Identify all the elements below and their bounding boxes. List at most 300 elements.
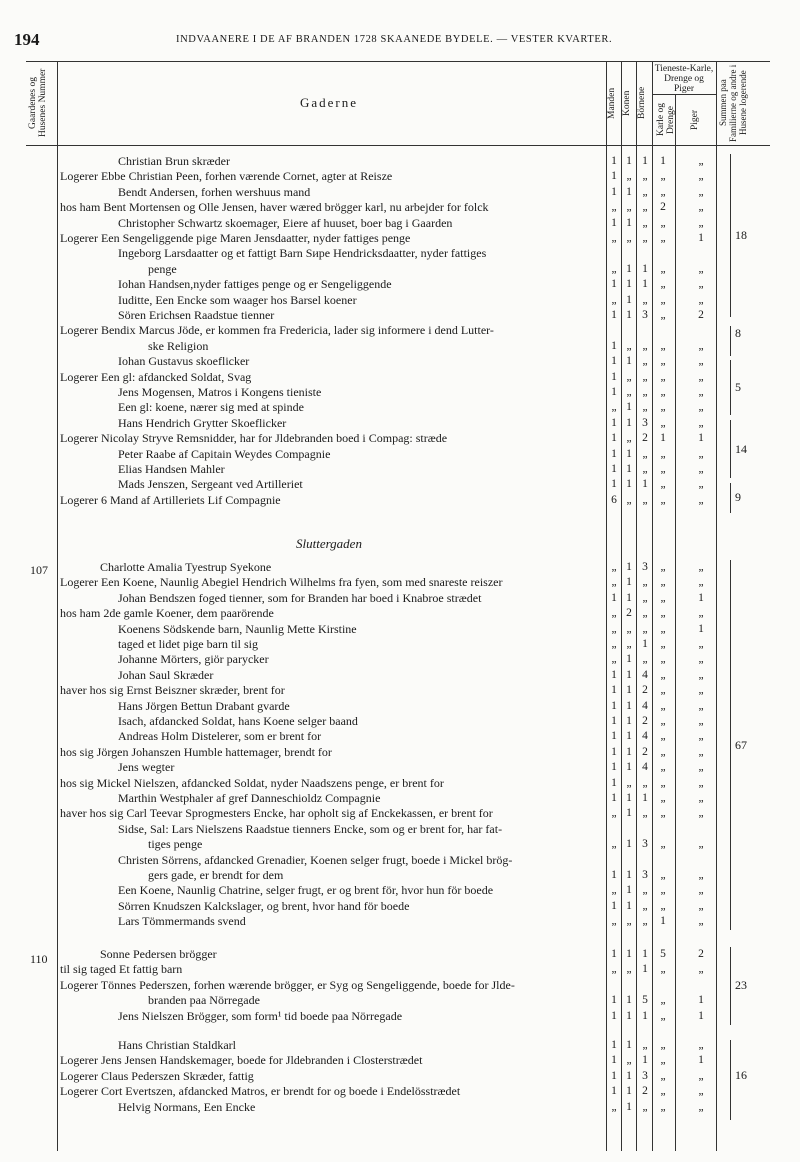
entry-row: [60, 246, 606, 261]
entry-row: [60, 962, 606, 977]
family-brace: [722, 420, 731, 478]
count-cell-m: 1: [611, 1039, 617, 1051]
count-cell-p: 2: [698, 948, 704, 960]
count-cell-b: „: [642, 776, 648, 789]
count-cell-k: 1: [626, 761, 632, 774]
family-brace: [722, 154, 731, 317]
entry-row: [60, 462, 606, 477]
entry-row: [60, 993, 606, 1008]
count-cell-p: „: [698, 561, 704, 573]
entry-text: Logerer Een Sengeliggende pige Maren Jensdaatter, nyder fattiges penge: [60, 231, 411, 245]
entry-row: [60, 947, 606, 962]
entry-text: Hans Christian Staldkarl: [118, 1038, 236, 1052]
entry-text: Sörren Knudszen Kalckslager, og brent, hvor hand för boede: [118, 898, 410, 913]
count-cell-b: „: [642, 591, 648, 604]
count-cell-m: „: [611, 653, 617, 666]
entry-row: [60, 200, 606, 215]
count-cell-b: „: [642, 201, 648, 214]
entry-text: Andreas Holm Distelerer, som er brent for: [118, 729, 322, 744]
count-cell-k: 1: [626, 216, 632, 229]
count-cell-m: 1: [611, 339, 617, 352]
count-cell-k: 1: [626, 838, 632, 851]
count-cell-c: „: [660, 807, 666, 820]
count-cell-c: „: [660, 401, 666, 414]
entry-text: Jens Mogensen, Matros i Kongens tieniste: [118, 385, 322, 399]
count-cell-c: „: [660, 638, 666, 650]
entry-text: hos sig Mickel Nielszen, afdancked Soldat, nyder Naadszens penge, er brent for: [60, 775, 444, 790]
count-cell-c: „: [660, 463, 666, 475]
count-cell-m: 1: [611, 1009, 617, 1022]
count-cell-m: 1: [611, 776, 617, 789]
count-cell-b: „: [642, 493, 648, 506]
count-cell-c: „: [660, 869, 666, 881]
count-cell-k: „: [626, 386, 632, 398]
count-cell-k: „: [626, 622, 632, 635]
entry-text: Logerer Bendix Marcus Jöde, er kommen fra Fredericia, lader sig informere i dend Lutter-: [60, 323, 494, 338]
count-cell-c: „: [660, 232, 666, 244]
count-cell-b: 1: [642, 155, 648, 167]
entry-row: [60, 1009, 606, 1024]
entry-row: [60, 493, 606, 508]
entry-row: [60, 914, 606, 929]
count-cell-p: „: [698, 416, 704, 429]
count-cell-k: „: [626, 339, 632, 352]
count-cell-k: 1: [626, 807, 632, 820]
count-cell-m: 1: [611, 1085, 617, 1098]
entry-text: Logerer Claus Pederszen Skræder, fattig: [60, 1068, 254, 1083]
count-cell-m: 1: [611, 948, 617, 960]
count-cell-c: „: [660, 653, 666, 666]
count-cell-p: „: [698, 355, 704, 368]
count-cell-c: „: [660, 170, 666, 183]
count-cell-m: „: [611, 884, 617, 897]
entry-text: Logerer Tönnes Pederszen, forhen wærende brögger, er Syg og Sengeliggende, boede for Jlde-: [60, 977, 515, 992]
entry-row: [60, 868, 606, 883]
header-manden: Manden: [607, 87, 617, 119]
count-cell-b: „: [642, 915, 648, 928]
count-cell-c: „: [660, 278, 666, 291]
count-cell-m: 1: [611, 447, 617, 460]
entry-row: [60, 262, 606, 277]
entry-text: Helvig Normans, Een Encke: [118, 1099, 256, 1114]
count-cell-k: 1: [626, 653, 632, 666]
count-cell-p: „: [698, 869, 704, 881]
count-cell-p: „: [698, 915, 704, 928]
count-cell-b: 1: [642, 262, 648, 275]
house-number: 107: [30, 563, 48, 577]
count-cell-c: „: [660, 1009, 666, 1022]
count-cell-m: 1: [611, 994, 617, 1007]
house-number: 110: [30, 952, 48, 966]
count-cell-k: 1: [626, 684, 632, 697]
count-cell-m: 1: [611, 1054, 617, 1067]
entry-text: Johan Saul Skræder: [118, 667, 214, 682]
count-cell-c: „: [660, 339, 666, 352]
count-cell-p: „: [698, 745, 704, 758]
count-cell-m: 1: [611, 730, 617, 743]
count-cell-b: 3: [642, 838, 648, 851]
count-cell-k: 1: [626, 869, 632, 881]
count-cell-m: 1: [611, 899, 617, 912]
count-cell-c: „: [660, 561, 666, 573]
count-cell-p: „: [698, 638, 704, 650]
count-cell-m: 1: [611, 1069, 617, 1082]
count-cell-c: „: [660, 591, 666, 604]
count-cell-m: „: [611, 561, 617, 573]
count-cell-m: „: [611, 963, 617, 976]
entry-row: [60, 370, 606, 385]
count-cell-p: 2: [698, 309, 704, 321]
count-cell-k: 1: [626, 1085, 632, 1098]
count-cell-c: „: [660, 416, 666, 429]
family-brace: [722, 326, 731, 356]
count-cell-m: „: [611, 638, 617, 650]
count-cell-b: 1: [642, 792, 648, 804]
family-sum: 14: [735, 442, 747, 456]
count-cell-b: 3: [642, 869, 648, 881]
family-sum: 67: [735, 738, 747, 752]
count-cell-p: „: [698, 668, 704, 681]
entry-row: [60, 822, 606, 837]
count-cell-m: 6: [611, 493, 617, 506]
count-cell-k: „: [626, 776, 632, 789]
count-cell-c: „: [660, 792, 666, 804]
count-cell-p: „: [698, 493, 704, 506]
entry-row: [60, 431, 606, 446]
entry-text: Mads Jenszen, Sergeant ved Artilleriet: [118, 477, 303, 492]
count-cell-p: „: [698, 463, 704, 475]
count-cell-m: 1: [611, 155, 617, 167]
count-cell-p: „: [698, 370, 704, 383]
entry-text: Sören Erichsen Raadstue tienner: [118, 308, 275, 322]
count-cell-b: 2: [642, 745, 648, 758]
count-cell-m: „: [611, 576, 617, 589]
count-cell-c: „: [660, 668, 666, 681]
count-cell-b: „: [642, 232, 648, 244]
count-cell-k: 2: [626, 607, 632, 620]
count-cell-k: 1: [626, 994, 632, 1007]
count-cell-c: „: [660, 493, 666, 506]
entry-row: [60, 883, 606, 898]
count-cell-p: „: [698, 761, 704, 774]
col-divider-piger: [716, 61, 717, 1151]
entry-text: haver hos sig Ernst Beiszner skræder, brent for: [60, 683, 285, 698]
count-cell-p: „: [698, 699, 704, 712]
entry-row: [60, 293, 606, 308]
count-cell-p: „: [698, 1069, 704, 1082]
count-cell-p: „: [698, 293, 704, 306]
count-cell-m: „: [611, 293, 617, 306]
entry-row: [60, 622, 606, 637]
family-sum: 8: [735, 326, 741, 340]
entry-text: Hans Hendrich Grytter Skoeflicker: [118, 415, 287, 430]
count-cell-c: „: [660, 1100, 666, 1113]
count-cell-b: „: [642, 386, 648, 398]
count-cell-p: „: [698, 447, 704, 460]
count-cell-c: „: [660, 1069, 666, 1082]
count-cell-c: 2: [660, 201, 666, 214]
entry-text: Koenens Södskende barn, Naunlig Mette Kirstine: [118, 621, 357, 636]
entry-text: Logerer Jens Jensen Handskemager, boede for Jldebranden i Closterstrædet: [60, 1053, 423, 1068]
count-cell-k: 1: [626, 262, 632, 275]
entry-row: [60, 978, 606, 993]
entry-text: Johan Bendszen foged tienner, som for Branden har boed i Knabroe strædet: [118, 590, 482, 605]
count-cell-k: 1: [626, 591, 632, 604]
count-cell-b: „: [642, 622, 648, 635]
entry-row: [60, 216, 606, 231]
entry-row: [60, 575, 606, 590]
count-cell-p: „: [698, 576, 704, 589]
header-gaderne: Gaderne: [300, 95, 359, 110]
entry-text: Een Koene, Naunlig Chatrine, selger frugt, er og brent för, hvor hun för boede: [118, 883, 494, 898]
count-cell-c: „: [660, 607, 666, 620]
count-cell-c: „: [660, 262, 666, 275]
count-cell-b: „: [642, 293, 648, 306]
count-cell-p: „: [698, 1100, 704, 1113]
count-cell-b: 3: [642, 309, 648, 321]
count-cell-p: „: [698, 884, 704, 897]
entry-row: [60, 683, 606, 698]
entry-row: [60, 231, 606, 246]
entry-row: [60, 837, 606, 852]
count-cell-b: „: [642, 653, 648, 666]
col-divider-konen: [636, 61, 637, 1151]
count-cell-p: „: [698, 607, 704, 620]
count-cell-m: 1: [611, 699, 617, 712]
entry-row: [60, 668, 606, 683]
col-divider-karle: [675, 94, 676, 1151]
entry-row: [60, 699, 606, 714]
count-cell-p: „: [698, 963, 704, 976]
count-cell-p: „: [698, 684, 704, 697]
count-cell-k: 1: [626, 416, 632, 429]
count-cell-m: „: [611, 915, 617, 928]
count-cell-m: „: [611, 1100, 617, 1113]
entry-text: Logerer Ebbe Christian Peen, forhen værende Cornet, agter at Reisze: [60, 169, 393, 184]
entry-text: Hans Jörgen Bettun Drabant gvarde: [118, 698, 290, 713]
entry-text: Christen Sörrens, afdancked Grenadier, Koenen selger frugt, boede i Mickel brög-: [118, 852, 513, 867]
count-cell-b: „: [642, 607, 648, 620]
count-cell-p: „: [698, 1085, 704, 1098]
family-sum: 23: [735, 978, 747, 992]
entry-text: Een gl: koene, nærer sig med at spinde: [118, 400, 304, 415]
count-cell-b: 4: [642, 668, 648, 681]
count-cell-p: 1: [698, 622, 704, 635]
count-cell-p: „: [698, 216, 704, 229]
entry-text: gers gade, er brendt for dem: [148, 868, 284, 882]
count-cell-k: 1: [626, 668, 632, 681]
entry-text: branden paa Nörregade: [148, 993, 260, 1008]
count-cell-b: 1: [642, 963, 648, 976]
count-cell-m: 1: [611, 170, 617, 183]
count-cell-k: 1: [626, 899, 632, 912]
count-cell-p: „: [698, 201, 704, 214]
count-cell-b: 4: [642, 730, 648, 743]
entry-text: Johanne Mörters, giör parycker: [118, 652, 269, 667]
count-cell-c: „: [660, 216, 666, 229]
count-cell-k: „: [626, 370, 632, 383]
count-cell-c: „: [660, 1039, 666, 1051]
count-cell-p: „: [698, 185, 704, 198]
count-cell-k: „: [626, 232, 632, 244]
count-cell-p: „: [698, 155, 704, 167]
count-cell-c: „: [660, 185, 666, 198]
count-cell-p: „: [698, 899, 704, 912]
count-cell-k: 1: [626, 309, 632, 321]
count-cell-c: „: [660, 994, 666, 1007]
count-cell-c: „: [660, 745, 666, 758]
count-cell-k: „: [626, 493, 632, 506]
count-cell-c: 1: [660, 915, 666, 928]
count-cell-k: 1: [626, 185, 632, 198]
entry-row: [60, 308, 606, 323]
count-cell-c: „: [660, 576, 666, 589]
count-cell-b: 4: [642, 761, 648, 774]
count-cell-m: 1: [611, 185, 617, 198]
col-divider-house: [57, 61, 58, 1151]
entry-row: [60, 1100, 606, 1115]
count-cell-c: „: [660, 899, 666, 912]
count-cell-k: 1: [626, 884, 632, 897]
count-cell-m: „: [611, 401, 617, 414]
entry-row: [60, 1084, 606, 1099]
entry-text: tiges penge: [148, 837, 203, 852]
count-cell-b: 3: [642, 561, 648, 573]
count-cell-p: 1: [698, 1009, 704, 1022]
count-cell-c: „: [660, 684, 666, 697]
entry-text: Iohan Gustavus skoeflicker: [118, 354, 250, 369]
entry-row: [60, 400, 606, 415]
count-cell-c: 5: [660, 948, 666, 960]
entry-row: [60, 1038, 606, 1053]
entry-row: [60, 447, 606, 462]
count-cell-k: „: [626, 638, 632, 650]
entry-row: [60, 714, 606, 729]
family-sum: 18: [735, 228, 747, 242]
count-cell-k: 1: [626, 463, 632, 475]
entry-text: Logerer Een Koene, Naunlig Abegiel Hendrich Wilhelms fra fyen, som med snareste reiszer: [60, 575, 503, 590]
count-cell-k: 1: [626, 715, 632, 727]
entry-row: [60, 323, 606, 338]
entry-row: [60, 729, 606, 744]
count-cell-b: 1: [642, 478, 648, 491]
count-cell-p: 1: [698, 994, 704, 1007]
count-cell-k: „: [626, 915, 632, 928]
count-cell-b: „: [642, 339, 648, 352]
entry-text: penge: [148, 261, 177, 276]
count-cell-m: „: [611, 607, 617, 620]
header-piger: Piger: [690, 109, 700, 131]
count-cell-k: 1: [626, 401, 632, 414]
entry-text: Logerer Een gl: afdancked Soldat, Svag: [60, 369, 252, 384]
count-cell-m: „: [611, 232, 617, 244]
count-cell-c: 1: [660, 155, 666, 167]
count-cell-c: „: [660, 1085, 666, 1098]
count-cell-m: 1: [611, 370, 617, 383]
count-cell-b: 2: [642, 432, 648, 445]
entry-text: Jens Nielszen Brögger, som form¹ tid boede paa Nörregade: [118, 1008, 403, 1023]
count-cell-m: 1: [611, 416, 617, 429]
count-cell-c: „: [660, 478, 666, 491]
count-cell-b: „: [642, 370, 648, 383]
count-cell-p: 1: [698, 1054, 704, 1067]
count-cell-p: „: [698, 715, 704, 727]
entry-row: [60, 899, 606, 914]
entry-text: Peter Raabe af Capitain Weydes Compagnie: [118, 446, 331, 461]
entry-text: Elias Handsen Mahler: [118, 462, 225, 476]
count-cell-m: 1: [611, 463, 617, 475]
count-cell-k: 1: [626, 1009, 632, 1022]
entry-row: [60, 277, 606, 292]
entry-row: [60, 606, 606, 621]
count-cell-m: „: [611, 838, 617, 851]
tjeneste-rule: [652, 94, 716, 95]
entry-row: [60, 745, 606, 760]
entry-row: [60, 169, 606, 184]
count-cell-k: 1: [626, 1100, 632, 1113]
entry-text: til sig taged Et fattig barn: [60, 962, 183, 977]
entry-row: [60, 154, 606, 169]
count-cell-p: „: [698, 838, 704, 851]
count-cell-b: „: [642, 185, 648, 198]
count-cell-m: 1: [611, 715, 617, 727]
entry-text: hos ham Bent Mortensen og Olle Jensen, haver wæred brögger karl, nu arbejder for folck: [60, 200, 489, 215]
entry-row: [60, 560, 606, 575]
count-cell-k: „: [626, 170, 632, 183]
header-konen: Konen: [622, 90, 632, 116]
count-cell-c: 1: [660, 432, 666, 445]
count-cell-p: „: [698, 792, 704, 804]
entry-row: [60, 791, 606, 806]
count-cell-k: 1: [626, 478, 632, 491]
entry-text: Iuditte, Een Encke som waager hos Barsel koener: [118, 292, 357, 307]
count-cell-b: „: [642, 899, 648, 912]
count-cell-p: „: [698, 278, 704, 291]
count-cell-m: 1: [611, 478, 617, 491]
count-cell-c: „: [660, 884, 666, 897]
entry-text: hos sig Jörgen Johanszen Humble hattemager, brendt for: [60, 744, 332, 759]
count-cell-m: 1: [611, 386, 617, 398]
count-cell-m: „: [611, 622, 617, 635]
count-cell-b: „: [642, 170, 648, 183]
count-cell-k: 1: [626, 155, 632, 167]
count-cell-k: „: [626, 963, 632, 976]
entry-row: [60, 339, 606, 354]
count-cell-b: 2: [642, 715, 648, 727]
count-cell-k: 1: [626, 1069, 632, 1082]
header-karle: Karle og Drenge: [656, 103, 676, 137]
header-summen: Summen paa Familierne og andre i Husene logerende: [718, 64, 748, 142]
header-bottom-rule: [26, 145, 770, 146]
count-cell-m: 1: [611, 216, 617, 229]
entry-row: [60, 637, 606, 652]
count-cell-c: „: [660, 761, 666, 774]
entry-text: Christian Brun skræder: [118, 154, 230, 168]
count-cell-m: 1: [611, 278, 617, 291]
entry-text: ske Religion: [148, 338, 209, 353]
count-cell-m: 1: [611, 761, 617, 774]
entry-text: Charlotte Amalia Tyestrup Syekone: [100, 560, 272, 574]
running-head: INDVAANERE I DE AF BRANDEN 1728 SKAANEDE BYDELE. — VESTER KVARTER.: [176, 34, 613, 45]
count-cell-p: 1: [698, 432, 704, 445]
entry-text: Isach, afdancked Soldat, hans Koene selger baand: [118, 714, 358, 728]
count-cell-c: „: [660, 699, 666, 712]
count-cell-p: „: [698, 339, 704, 352]
count-cell-k: 1: [626, 278, 632, 291]
family-brace: [722, 1040, 731, 1120]
count-cell-c: „: [660, 355, 666, 368]
count-cell-m: 1: [611, 745, 617, 758]
